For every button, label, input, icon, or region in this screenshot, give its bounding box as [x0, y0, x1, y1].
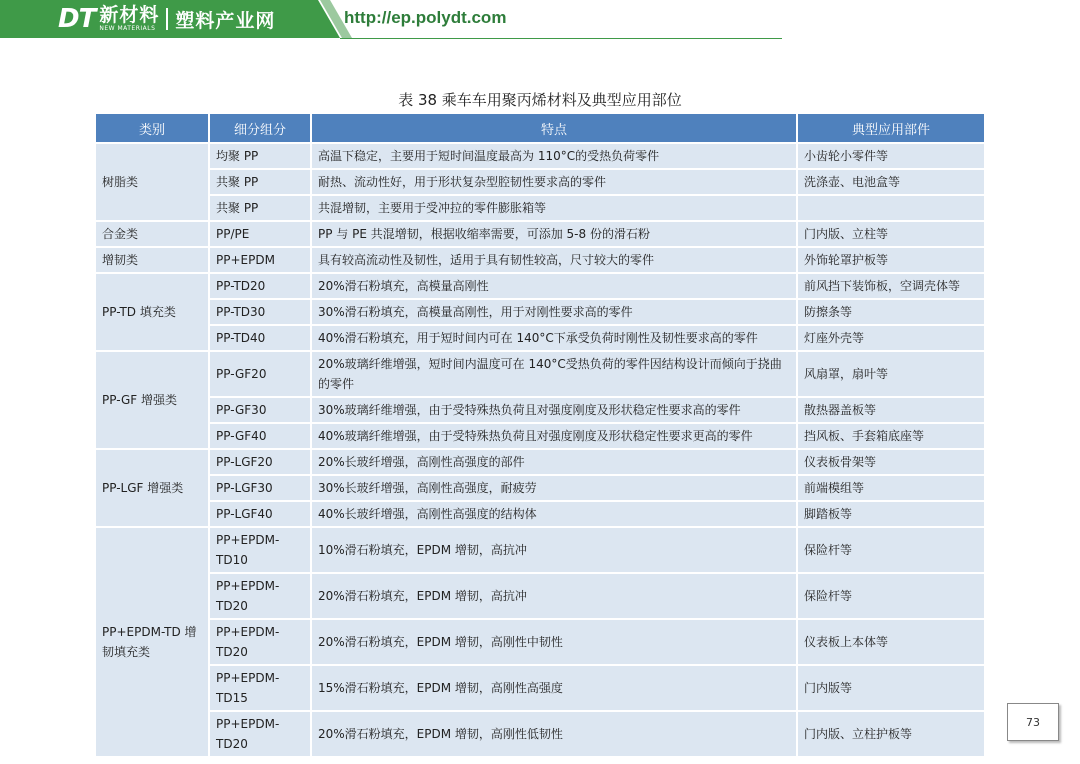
feature-cell: 20%滑石粉填充，高模量高刚性 — [311, 273, 797, 299]
feature-cell: 20%滑石粉填充，EPDM 增韧，高抗冲 — [311, 573, 797, 619]
application-cell: 小齿轮小零件等 — [797, 143, 985, 169]
table-row — [95, 325, 985, 351]
application-cell: 保险杆等 — [797, 573, 985, 619]
subcomponent-cell: PP-LGF30 — [209, 475, 311, 501]
table-title: 表 38 乘车车用聚丙烯材料及典型应用部位 — [398, 91, 682, 109]
header-category: 类别 — [95, 113, 209, 143]
application-cell: 前端模组等 — [797, 475, 985, 501]
table-row — [95, 423, 985, 449]
feature-cell: 共混增韧，主要用于受冲拉的零件膨胀箱等 — [311, 195, 797, 221]
material-table — [94, 112, 986, 758]
application-cell: 挡风板、手套箱底座等 — [797, 423, 985, 449]
feature-cell: 20%滑石粉填充，EPDM 增韧，高刚性中韧性 — [311, 619, 797, 665]
application-cell: 门内版、立柱护板等 — [797, 711, 985, 757]
table-row — [95, 449, 985, 475]
feature-cell: 30%玻璃纤维增强，由于受特殊热负荷且对强度刚度及形状稳定性要求高的零件 — [311, 397, 797, 423]
application-cell — [797, 195, 985, 221]
category-cell: 合金类 — [95, 221, 209, 247]
table-row — [95, 351, 985, 397]
subcomponent-cell: PP+EPDM-TD20 — [209, 619, 311, 665]
table-row — [95, 195, 985, 221]
feature-cell: 耐热、流动性好，用于形状复杂型腔韧性要求高的零件 — [311, 169, 797, 195]
application-cell: 洗涤壶、电池盒等 — [797, 169, 985, 195]
subcomponent-cell: PP-LGF20 — [209, 449, 311, 475]
category-cell: PP+EPDM-TD 增韧填充类 — [95, 527, 209, 757]
feature-cell: 30%长玻纤增强，高刚性高强度，耐疲劳 — [311, 475, 797, 501]
feature-cell: 20%滑石粉填充，EPDM 增韧，高刚性低韧性 — [311, 711, 797, 757]
subcomponent-cell: PP-GF20 — [209, 351, 311, 397]
category-cell: PP-GF 增强类 — [95, 351, 209, 449]
category-cell: PP-LGF 增强类 — [95, 449, 209, 527]
application-cell: 外饰轮罩护板等 — [797, 247, 985, 273]
application-cell: 保险杆等 — [797, 527, 985, 573]
logo-separator — [166, 8, 168, 30]
site-logo[interactable] — [58, 3, 275, 35]
logo-cn2: 塑料产业网 — [175, 9, 276, 32]
subcomponent-cell: PP-TD20 — [209, 273, 311, 299]
feature-cell: 20%长玻纤增强，高刚性高强度的部件 — [311, 449, 797, 475]
subcomponent-cell: PP-GF30 — [209, 397, 311, 423]
table-row — [95, 273, 985, 299]
header-rule — [340, 38, 782, 39]
subcomponent-cell: PP-LGF40 — [209, 501, 311, 527]
subcomponent-cell: PP+EPDM-TD10 — [209, 527, 311, 573]
logo-cn: 新材料 — [99, 4, 160, 26]
subcomponent-cell: 均聚 PP — [209, 143, 311, 169]
table-row — [95, 619, 985, 665]
subcomponent-cell: PP-TD30 — [209, 299, 311, 325]
application-cell: 散热器盖板等 — [797, 397, 985, 423]
table-row — [95, 501, 985, 527]
application-cell: 前风挡下装饰板，空调壳体等 — [797, 273, 985, 299]
application-cell: 门内版等 — [797, 665, 985, 711]
application-cell: 灯座外壳等 — [797, 325, 985, 351]
feature-cell: 15%滑石粉填充，EPDM 增韧，高刚性高强度 — [311, 665, 797, 711]
subcomponent-cell: PP+EPDM — [209, 247, 311, 273]
feature-cell: 40%玻璃纤维增强，由于受特殊热负荷且对强度刚度及形状稳定性要求更高的零件 — [311, 423, 797, 449]
feature-cell: 10%滑石粉填充，EPDM 增韧，高抗冲 — [311, 527, 797, 573]
category-cell: 增韧类 — [95, 247, 209, 273]
table-header-row — [95, 113, 985, 143]
feature-cell: 30%滑石粉填充，高模量高刚性，用于对刚性要求高的零件 — [311, 299, 797, 325]
application-cell: 门内版、立柱等 — [797, 221, 985, 247]
application-cell: 仪表板骨架等 — [797, 449, 985, 475]
table-row — [95, 573, 985, 619]
feature-cell: 40%滑石粉填充，用于短时间内可在 140°C下承受负荷时刚性及韧性要求高的零件 — [311, 325, 797, 351]
table-row — [95, 665, 985, 711]
application-cell: 防擦条等 — [797, 299, 985, 325]
site-url[interactable]: http://ep.polydt.com — [344, 8, 507, 27]
category-cell: 树脂类 — [95, 143, 209, 221]
table-row — [95, 475, 985, 501]
feature-cell: 高温下稳定，主要用于短时间温度最高为 110°C的受热负荷零件 — [311, 143, 797, 169]
header-feature: 特点 — [311, 113, 797, 143]
table-row — [95, 143, 985, 169]
subcomponent-cell: 共聚 PP — [209, 169, 311, 195]
table-row — [95, 711, 985, 757]
application-cell: 脚踏板等 — [797, 501, 985, 527]
subcomponent-cell: 共聚 PP — [209, 195, 311, 221]
table-row — [95, 397, 985, 423]
table-body — [95, 143, 985, 757]
page-number: 73 — [1007, 703, 1059, 741]
logo-mark: DT — [58, 4, 96, 34]
table-row — [95, 221, 985, 247]
subcomponent-cell: PP-GF40 — [209, 423, 311, 449]
feature-cell: 40%长玻纤增强，高刚性高强度的结构体 — [311, 501, 797, 527]
logo-en: NEW MATERIALS — [99, 25, 156, 32]
header-subcomponent: 细分组分 — [209, 113, 311, 143]
subcomponent-cell: PP/PE — [209, 221, 311, 247]
table-row — [95, 527, 985, 573]
feature-cell: 20%玻璃纤维增强，短时间内温度可在 140°C受热负荷的零件因结构设计而倾向于挠曲的零件 — [311, 351, 797, 397]
table-row — [95, 169, 985, 195]
subcomponent-cell: PP+EPDM-TD20 — [209, 711, 311, 757]
application-cell: 仪表板上本体等 — [797, 619, 985, 665]
table-row — [95, 299, 985, 325]
header-application: 典型应用部件 — [797, 113, 985, 143]
subcomponent-cell: PP+EPDM-TD15 — [209, 665, 311, 711]
feature-cell: 具有较高流动性及韧性，适用于具有韧性较高，尺寸较大的零件 — [311, 247, 797, 273]
feature-cell: PP 与 PE 共混增韧，根据收缩率需要，可添加 5-8 份的滑石粉 — [311, 221, 797, 247]
application-cell: 风扇罩，扇叶等 — [797, 351, 985, 397]
category-cell: PP-TD 填充类 — [95, 273, 209, 351]
subcomponent-cell: PP+EPDM-TD20 — [209, 573, 311, 619]
table-row — [95, 247, 985, 273]
subcomponent-cell: PP-TD40 — [209, 325, 311, 351]
